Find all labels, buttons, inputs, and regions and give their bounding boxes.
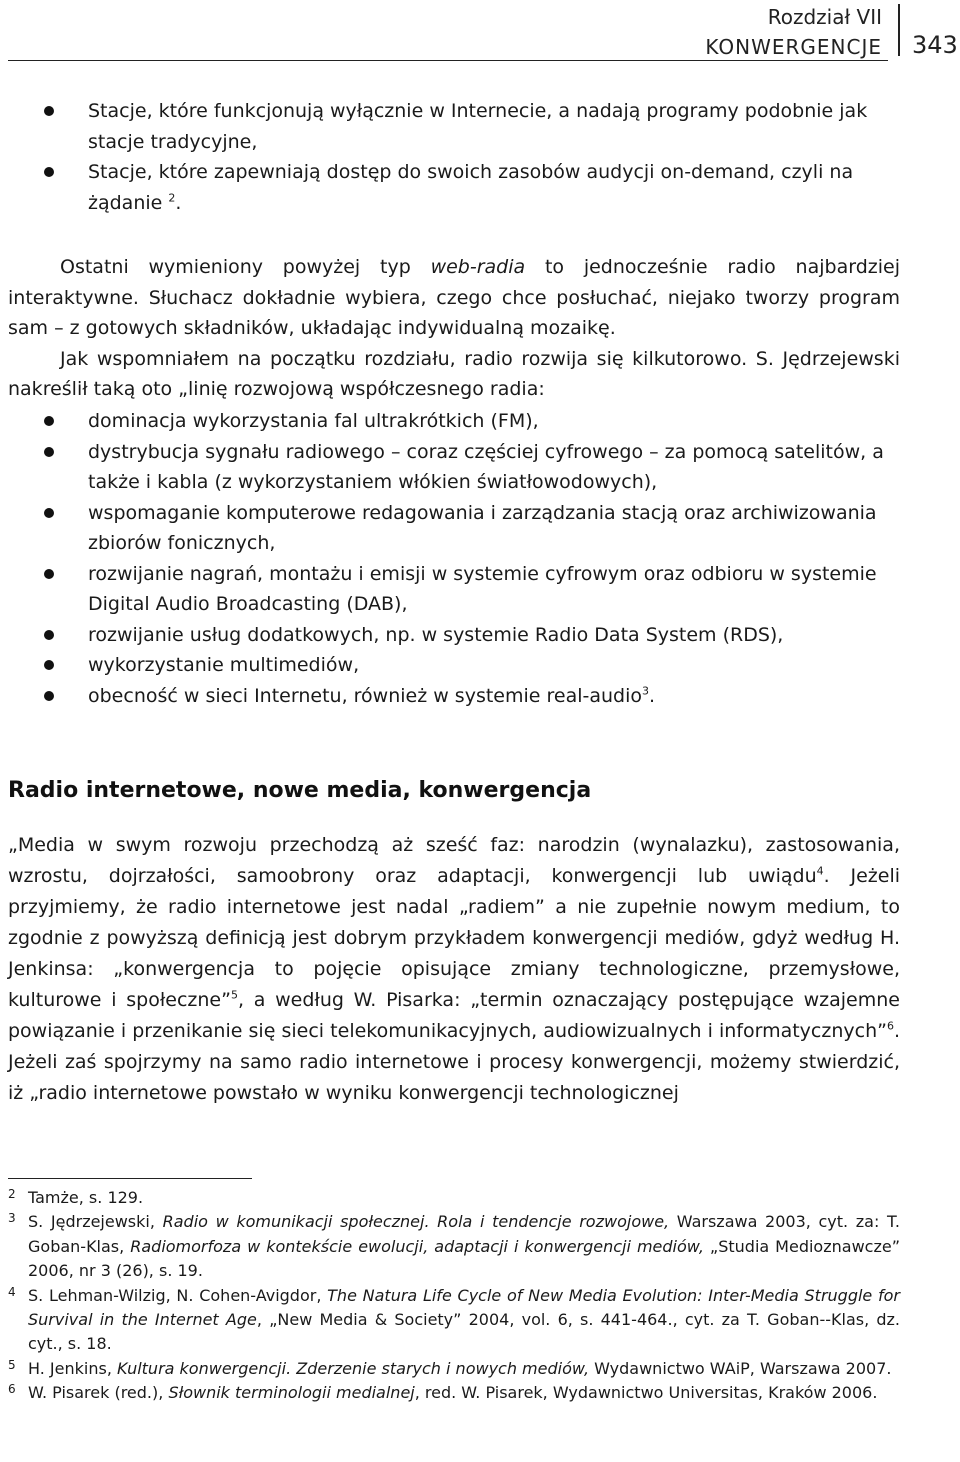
page-number: 343	[912, 31, 958, 59]
footnote: 5 H. Jenkins, Kultura konwergencji. Zderzenie starych i nowych mediów, Wydawnictwo WAiP, Warszawa 2007.	[8, 1357, 900, 1381]
footnotes	[8, 1186, 900, 1406]
paragraph: Ostatni wymieniony powyżej typ web-radia to jednocześnie radio najbardziej interaktywne. Słuchacz dokładnie wybiera, czego chce posłuchać, niejako tworzy program sam – z gotowych składników, układając indywidualną mozaikę.	[8, 256, 900, 339]
footnote: 4 S. Lehman-Wilzig, N. Cohen-Avigdor, The Natura Life Cycle of New Media Evolution: Inter-Media Struggle for Survival in the Internet Age, „New Media & Society” 2004, vol. 6, s. 441-464., cyt. za T. Goban--Klas, dz. cyt., s. 18.	[8, 1284, 900, 1357]
bullet-icon	[44, 167, 54, 177]
footnote-number: 5	[8, 1357, 16, 1372]
bullet-icon	[44, 447, 54, 457]
list-item-text: Stacje, które funkcjonują wyłącznie w Internecie, a nadają programy podobnie jak stacje tradycyjne,	[88, 100, 868, 153]
footnote-ref[interactable]: 6	[886, 1019, 894, 1033]
footnote-ref[interactable]: 4	[816, 864, 824, 878]
header-section: KONWERGENCJE	[705, 35, 882, 59]
paragraph: Jak wspomniałem na początku rozdziału, radio rozwija się kilkutorowo. S. Jędrzejewski nakreślił taką oto „linię rozwojową współczesnego radia:	[8, 347, 900, 400]
bullet-icon	[44, 508, 54, 518]
emphasis: web-radia	[430, 256, 526, 278]
footnote-ref[interactable]: 3	[642, 684, 650, 698]
bullet-icon	[44, 630, 54, 640]
list-item: rozwijanie nagrań, montażu i emisji w systemie cyfrowym oraz odbioru w systemie Digital Audio Broadcasting (DAB),	[8, 559, 900, 620]
list-item: wykorzystanie multimediów,	[8, 650, 900, 681]
footnote: 6 W. Pisarek (red.), Słownik terminologii medialnej, red. W. Pisarek, Wydawnictwo Universitas, Kraków 2006.	[8, 1381, 900, 1405]
list-item: dystrybucja sygnału radiowego – coraz częściej cyfrowego – za pomocą satelitów, a także i kabla (z wykorzystaniem włókien światłowodowych),	[8, 437, 900, 498]
list-item-text: Stacje, które zapewniają dostęp do swoich zasobów audycji on-demand, czyli na żądanie	[88, 161, 854, 214]
list-item: rozwijanie usług dodatkowych, np. w systemie Radio Data System (RDS),	[8, 620, 900, 651]
paragraph: „Media w swym rozwoju przechodzą aż sześć faz: narodzin (wynalazku), zastosowania, wzrostu, dojrzałości, samoobrony oraz adaptacji, konwergencji lub uwiądu$^4$. Jeżeli przyjmiemy, że radio internetowe jest nadal „radiem” a nie zupełnie nowym medium, to zgodnie z powyższą definicją jest dobrym przykładem konwergencji mediów, gdyż według H. Jenkinsa: „konwergencja to pojęcie opisujące zmiany technologiczne, przemysłowe, kulturowe i społeczne”$^5$, a według W. Pisarka: „termin oznaczający postępujące wzajemne powiązanie i przenikanie się sieci telekomunikacyjnych, audiowizualnych i informatycznych”$^6$. Jeżeli zaś spojrzymy na samo radio internetowe i procesy konwergencji, możemy stwierdzić, iż „radio internetowe powstało w wyniku konwergencji technologicznej	[8, 834, 901, 1104]
footnote-number: 3	[8, 1211, 16, 1226]
list-item	[8, 96, 900, 157]
body-paragraphs	[8, 252, 900, 405]
bullet-icon	[44, 691, 54, 701]
footnote-rule	[8, 1178, 252, 1179]
header-chapter: Rozdział VII	[767, 5, 882, 29]
bullet-icon	[44, 106, 54, 116]
footnote-ref[interactable]: 2	[168, 191, 176, 205]
header-rule	[8, 60, 888, 61]
footnote: 2 Tamże, s. 129.	[8, 1186, 900, 1210]
header-divider	[898, 4, 900, 56]
footnote-ref[interactable]: 5	[230, 988, 238, 1002]
footnote-number: 2	[8, 1187, 16, 1201]
bullet-list-radio-development	[8, 406, 900, 711]
section-paragraph	[8, 830, 900, 1109]
bullet-icon	[44, 416, 54, 426]
footnote: 3 S. Jędrzejewski, Radio w komunikacji społecznej. Rola i tendencje rozwojowe, Warszawa 2003, cyt. za: T. Goban-Klas, Radiomorfoza w kontekście ewolucji, adaptacji i konwergencji mediów, „Studia Medioznawcze” 2006, nr 3 (26), s. 19.	[8, 1210, 900, 1283]
section-heading: Radio internetowe, nowe media, konwergencja	[8, 778, 592, 803]
list-item: Stacje, które zapewniają dostęp do swoich zasobów audycji on-demand, czyli na żądanie $^2$.	[8, 157, 900, 218]
list-item: dominacja wykorzystania fal ultrakrótkich (FM),	[8, 406, 900, 437]
footnote-number: 4	[8, 1284, 16, 1299]
bullet-icon	[44, 569, 54, 579]
bullet-icon	[44, 660, 54, 670]
footnote-number: 6	[8, 1382, 16, 1397]
bullet-list-station-types	[8, 96, 900, 218]
list-item: wspomaganie komputerowe redagowania i zarządzania stacją oraz archiwizowania zbiorów fonicznych,	[8, 498, 900, 559]
list-item: obecność w sieci Internetu, również w systemie real-audio$^3$.	[8, 681, 900, 712]
